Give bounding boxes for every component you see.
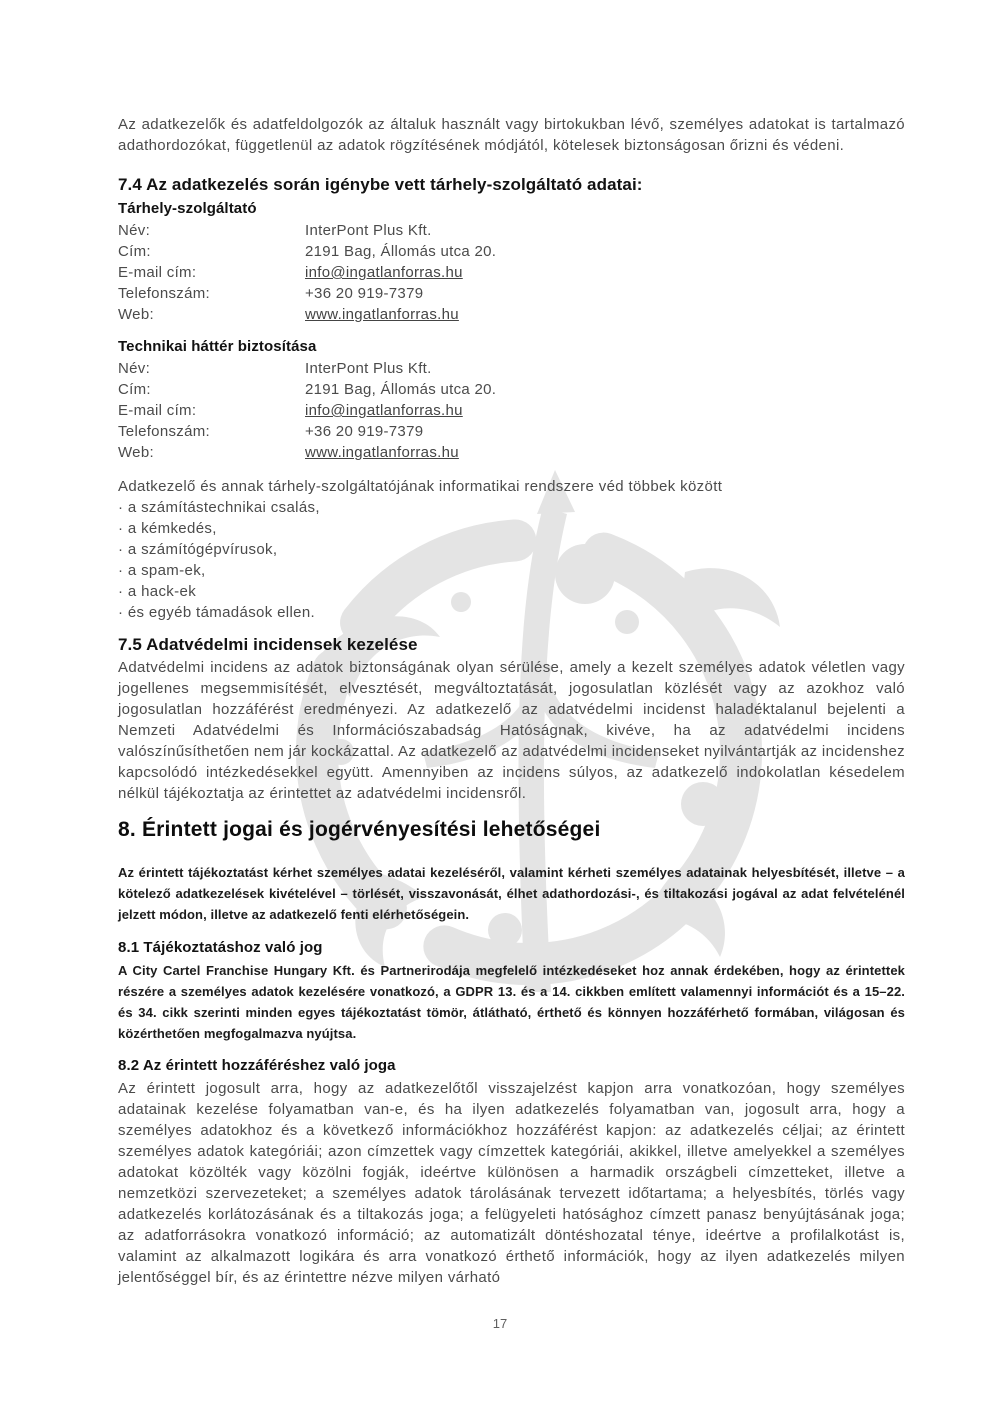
protection-lead: Adatkezelő és annak tárhely-szolgáltatójának informatikai rendszere véd többek között (118, 478, 723, 495)
section-7-4-heading: 7.4 Az adatkezelés során igénybe vett tárhely-szolgáltató adatai: (118, 175, 643, 194)
protection-list (118, 497, 905, 623)
section-8-heading: 8. Érintett jogai és jogérvényesítési lehetőségei (118, 818, 601, 841)
row-value: +36 20 919-7379 (305, 423, 424, 440)
table-row (118, 358, 905, 379)
row-label: Telefonszám: (118, 423, 210, 440)
table-row (118, 241, 905, 262)
hosting-provider-title: Tárhely-szolgáltató (118, 200, 257, 217)
section-7-5-heading: 7.5 Adatvédelmi incidensek kezelése (118, 635, 418, 654)
technical-background-table (118, 358, 905, 463)
row-value: InterPont Plus Kft. (305, 222, 432, 239)
row-value: 2191 Bag, Állomás utca 20. (305, 243, 497, 260)
row-value: 2191 Bag, Állomás utca 20. (305, 381, 497, 398)
page-content (118, 0, 905, 1288)
table-row (118, 421, 905, 442)
row-label: Név: (118, 360, 151, 377)
table-row (118, 442, 905, 463)
section-8-1-heading: 8.1 Tájékoztatáshoz való jog (118, 939, 323, 956)
email-link[interactable]: info@ingatlanforras.hu (305, 264, 463, 281)
list-item: · a kémkedés, (118, 520, 217, 537)
hosting-provider-table (118, 220, 905, 325)
web-link[interactable]: www.ingatlanforras.hu (305, 444, 459, 461)
table-row (118, 262, 905, 283)
row-label: Telefonszám: (118, 285, 210, 302)
row-value: +36 20 919-7379 (305, 285, 424, 302)
page-number: 17 (492, 1316, 508, 1331)
row-label: Név: (118, 222, 151, 239)
row-label: Cím: (118, 243, 151, 260)
list-item: · a hack-ek (118, 583, 197, 600)
table-row (118, 304, 905, 325)
section-7-5-body: Adatvédelmi incidens az adatok biztonságának olyan sérülése, amely a kezelt személyes adatok véletlen vagy jogellenes megsemmisítését, elvesztését, megváltoztatását, jogosulatlan közlését vagy az azokhoz való jogosulatlan hozzáférést eredményezi. Az adatkezelő az adatvédelmi incidenst haladéktalanul bejelenti a Nemzeti Adatvédelmi és Információszabadság Hatóságnak, kivéve, ha az adatvédelmi incidens valószínűsíthetően nem jár kockázattal. Az adatkezelő az adatvédelmi incidenseket nyilvántartják az incidenshez kapcsolódó intézkedésekkel együtt. Amennyiben az incidens súlyos, az adatkezelő indokolatlan késedelem nélkül tájékoztatja az érintettet az adatvédelmi incidensről. (118, 659, 905, 802)
row-label: Web: (118, 306, 154, 323)
web-link[interactable]: www.ingatlanforras.hu (305, 306, 459, 323)
list-item: · és egyéb támadások ellen. (118, 604, 316, 621)
table-row (118, 379, 905, 400)
list-item: · a számítástechnikai csalás, (118, 499, 320, 516)
row-label: E-mail cím: (118, 402, 197, 419)
email-link[interactable]: info@ingatlanforras.hu (305, 402, 463, 419)
row-label: Cím: (118, 381, 151, 398)
table-row (118, 283, 905, 304)
list-item: · a spam-ek, (118, 562, 206, 579)
technical-background-title: Technikai háttér biztosítása (118, 338, 317, 355)
section-8-1-body: A City Cartel Franchise Hungary Kft. és Partnerirodája megfelelő intézkedéseket hoz annak érdekében, hogy az érintettek részére a személyes adatok kezelésére vonatkozó, a GDPR 13. és a 14. cikkben említett valamennyi információt és a 15–22. és 34. cikk szerinti minden egyes tájékoztatást tömör, átlátható, érthető és könnyen hozzáférhető formában, világosan és közérthetően megfogalmazva nyújtsa. (118, 963, 905, 1041)
section-8-2-heading: 8.2 Az érintett hozzáféréshez való joga (118, 1057, 396, 1074)
row-label: E-mail cím: (118, 264, 197, 281)
section-8-2-body: Az érintett jogosult arra, hogy az adatkezelőtől visszajelzést kapjon arra vonatkozóan, hogy személyes adatainak kezelése folyamatban van-e, és ha ilyen adatkezelés folyamatban van, jogosult arra, hogy a személyes adatokhoz és a következő információkhoz hozzáférést kapjon: az adatkezelés céljai; az érintett személyes adatok kategóriái; azon címzettek vagy címzettek kategóriái, akikkel, illetve amelyekkel a személyes adatokat közölték vagy közölni fogják, ideértve különösen a harmadik országbeli címzetteket, illetve a nemzetközi szervezeteket; a személyes adatok tárolásának tervezett időtartama; a helyesbítés, törlés vagy adatkezelés korlátozásának és a tiltakozás joga; a felügyeleti hatósághoz címzett panasz benyújtásának joga; az adatforrásokra vonatkozó információ; az automatizált döntéshozatal ténye, ideértve a profilalkotást is, valamint az alkalmazott logikára és arra vonatkozó érthető információk, hogy az ilyen adatkezelés milyen jelentőséggel bír, és az érintettre nézve milyen várható (118, 1080, 905, 1286)
section-8-intro: Az érintett tájékoztatást kérhet személyes adatai kezeléséről, valamint kérheti személyes adatainak helyesbítését, illetve – a kötelező adatkezelések kivételével – törlését, visszavonását, élhet adathordozási-, és tiltakozási jogával az adat felvételénél jelzett módon, illetve az adatkezelő fenti elérhetőségein. (118, 865, 905, 922)
row-label: Web: (118, 444, 154, 461)
list-item: · a számítógépvírusok, (118, 541, 278, 558)
table-row (118, 400, 905, 421)
intro-paragraph: Az adatkezelők és adatfeldolgozók az általuk használt vagy birtokukban lévő, személyes adatokat is tartalmazó adathordozókat, függetlenül az adatok rögzítésének módjától, kötelesek biztonságosan őrizni és védeni. (118, 116, 905, 154)
row-value: InterPont Plus Kft. (305, 360, 432, 377)
table-row (118, 220, 905, 241)
